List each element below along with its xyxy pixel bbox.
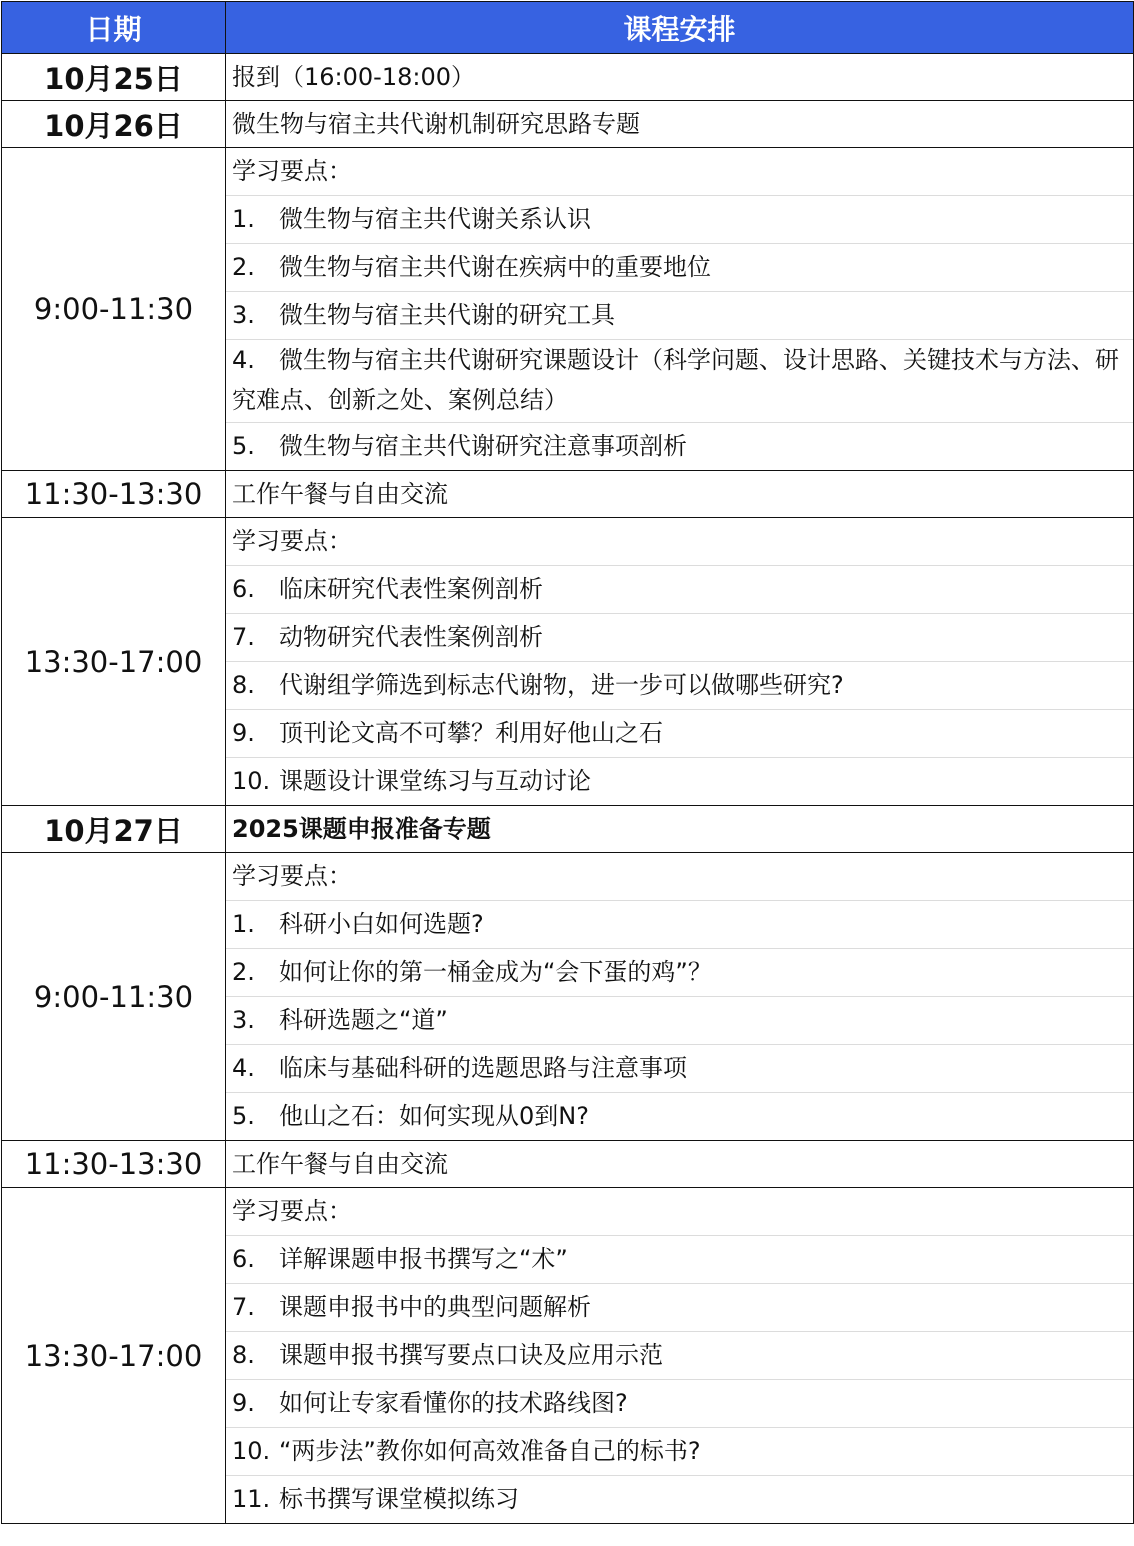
schedule-table: [1, 1, 1134, 1524]
session-content-cell: [226, 853, 1134, 1141]
session-row: [2, 518, 1134, 806]
list-item: [226, 1475, 1133, 1523]
list-item: [226, 1331, 1133, 1379]
list-item: [226, 243, 1133, 291]
item-number: 10.: [232, 1437, 271, 1465]
item-text: 微生物与宿主共代谢研究课题设计（科学问题、设计思路、关键技术与方法、研究难点、创新之处、案例总结）: [232, 346, 1119, 414]
item-number: 6.: [232, 1245, 255, 1273]
day-topic-cell: [226, 806, 1134, 853]
item-number: 4.: [232, 346, 255, 374]
day-topic: 报到（16:00-18:00）: [232, 63, 475, 91]
break-row: [2, 1141, 1134, 1188]
item-text: 标书撰写课堂模拟练习: [279, 1485, 519, 1513]
activity-text: 工作午餐与自由交流: [232, 480, 448, 508]
day-row: [2, 101, 1134, 148]
session-content-cell: [226, 518, 1134, 806]
list-item: [226, 422, 1133, 470]
list-item: [226, 1379, 1133, 1427]
list-item: [226, 565, 1133, 613]
list-item: [226, 757, 1133, 805]
item-text: 代谢组学筛选到标志代谢物，进一步可以做哪些研究?: [279, 671, 844, 699]
item-number: 8.: [232, 1341, 255, 1369]
item-text: 微生物与宿主共代谢关系认识: [279, 205, 591, 233]
item-number: 9.: [232, 1389, 255, 1417]
date-column-header: 日期: [2, 2, 226, 54]
time-cell: 13:30-17:00: [2, 1188, 226, 1524]
item-number: 10.: [232, 767, 271, 795]
item-text: 如何让你的第一桶金成为“会下蛋的鸡”？: [279, 958, 712, 986]
item-text: 科研小白如何选题?: [279, 910, 484, 938]
header-row: [2, 2, 1134, 54]
list-item: [226, 1427, 1133, 1475]
list-item: [226, 613, 1133, 661]
item-text: 他山之石：如何实现从0到N?: [279, 1102, 589, 1130]
date-cell: 10月27日: [2, 806, 226, 853]
activity-text: 工作午餐与自由交流: [232, 1150, 448, 1178]
list-item: [226, 996, 1133, 1044]
key-points-heading: 学习要点：: [232, 157, 352, 185]
item-number: 5.: [232, 1102, 255, 1130]
item-text: 课题申报书中的典型问题解析: [279, 1293, 591, 1321]
item-text: 顶刊论文高不可攀？利用好他山之石: [279, 719, 663, 747]
session-row: [2, 1188, 1134, 1524]
item-text: 动物研究代表性案例剖析: [279, 623, 543, 651]
day-topic: 2025课题申报准备专题: [232, 815, 491, 843]
item-number: 2.: [232, 253, 255, 281]
item-text: 课题申报书撰写要点口诀及应用示范: [279, 1341, 663, 1369]
list-item: [226, 195, 1133, 243]
time-cell: 9:00-11:30: [2, 148, 226, 471]
time-cell: 13:30-17:00: [2, 518, 226, 806]
item-number: 1.: [232, 910, 255, 938]
time-cell: 11:30-13:30: [2, 1141, 226, 1188]
break-row: [2, 471, 1134, 518]
session-content-cell: [226, 148, 1134, 471]
item-text: 微生物与宿主共代谢研究注意事项剖析: [279, 432, 687, 460]
item-text: 微生物与宿主共代谢在疾病中的重要地位: [279, 253, 711, 281]
list-item: [226, 1044, 1133, 1092]
item-text: 课题设计课堂练习与互动讨论: [279, 767, 591, 795]
item-number: 3.: [232, 301, 255, 329]
item-text: 详解课题申报书撰写之“术”: [279, 1245, 568, 1273]
item-number: 3.: [232, 1006, 255, 1034]
item-text: 临床研究代表性案例剖析: [279, 575, 543, 603]
day-topic: 微生物与宿主共代谢机制研究思路专题: [232, 110, 640, 138]
key-points-heading: 学习要点：: [232, 527, 352, 555]
list-item: [226, 1283, 1133, 1331]
activity-cell: [226, 1141, 1134, 1188]
item-text: “两步法”教你如何高效准备自己的标书?: [279, 1437, 701, 1465]
list-item: [226, 709, 1133, 757]
session-row: [2, 853, 1134, 1141]
day-topic-cell: [226, 54, 1134, 101]
list-item: [226, 339, 1133, 422]
key-points-heading: 学习要点：: [232, 862, 352, 890]
item-number: 5.: [232, 432, 255, 460]
item-number: 7.: [232, 1293, 255, 1321]
session-content-cell: [226, 1188, 1134, 1524]
time-cell: 9:00-11:30: [2, 853, 226, 1141]
item-text: 临床与基础科研的选题思路与注意事项: [279, 1054, 687, 1082]
item-number: 11.: [232, 1485, 271, 1513]
day-row: [2, 54, 1134, 101]
item-number: 2.: [232, 958, 255, 986]
item-number: 7.: [232, 623, 255, 651]
date-cell: 10月25日: [2, 54, 226, 101]
day-row: [2, 806, 1134, 853]
item-text: 微生物与宿主共代谢的研究工具: [279, 301, 615, 329]
time-cell: 11:30-13:30: [2, 471, 226, 518]
item-text: 如何让专家看懂你的技术路线图?: [279, 1389, 628, 1417]
activity-cell: [226, 471, 1134, 518]
key-points-heading: 学习要点：: [232, 1197, 352, 1225]
list-item: [226, 948, 1133, 996]
list-item: [226, 291, 1133, 339]
course-column-header: 课程安排: [226, 2, 1134, 54]
session-row: [2, 148, 1134, 471]
schedule-body: [2, 54, 1134, 1524]
list-item: [226, 1235, 1133, 1283]
list-item: [226, 900, 1133, 948]
date-cell: 10月26日: [2, 101, 226, 148]
list-item: [226, 1092, 1133, 1140]
item-number: 4.: [232, 1054, 255, 1082]
day-topic-cell: [226, 101, 1134, 148]
item-number: 8.: [232, 671, 255, 699]
list-item: [226, 661, 1133, 709]
item-number: 6.: [232, 575, 255, 603]
item-text: 科研选题之“道”: [279, 1006, 448, 1034]
item-number: 9.: [232, 719, 255, 747]
item-number: 1.: [232, 205, 255, 233]
